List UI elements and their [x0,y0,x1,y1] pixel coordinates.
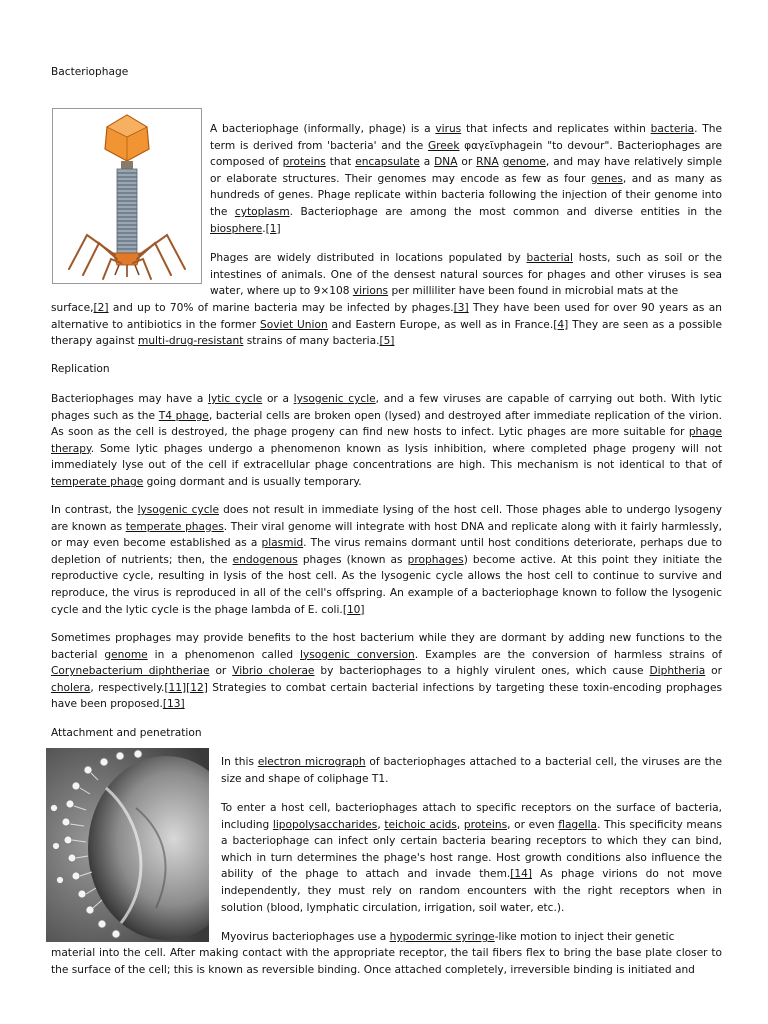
inline-link[interactable]: Soviet Union [260,318,328,331]
inline-link[interactable]: [3] [453,302,469,314]
inline-link[interactable]: genome [502,156,546,169]
intro-paragraph: A bacteriophage (informally, phage) is a virus that infects and replicates within bacteria. The term is derived from 'bacteria' and the Greek φαγεῖνphagein "to devour". Bacteriophages are composed of proteins that encapsulate a DNA or RNA genome, and may have relatively simple or elaborate structures. Their genomes may encode as few as four genes, and as many as hundreds of genes. Phage replicate within bacteria following the injection of their genome into the cytoplasm. Bacteriophage are among the most common and diverse entities in the biosphere.[1] [210,123,722,235]
inline-link[interactable]: Greek [427,139,460,152]
inline-link[interactable]: virus [435,123,462,135]
micrograph-figure [46,748,209,942]
attachment-paragraph: To enter a host cell, bacteriophages attach to specific receptors on the surface of bacteria, including lipopolysaccharides, teichoic acids, proteins, or even flagella. This specificity means a bacteriophage can infect only certain bacteria bearing receptors to which they can bind, which in turn determines the phage's host range. Host growth conditions also influence the ability of the phage to attach and invade them.[14] As phage virions do not move independently, they must rely on random encounters with the right receptors when in solution (blood, lymphatic circulation, irrigation, soil water, etc.). [221,802,722,914]
inline-link[interactable]: [10] [342,603,365,616]
inline-link[interactable]: cytoplasm [234,205,290,218]
inline-link[interactable]: [4] [553,318,569,331]
inline-link[interactable]: virions [352,285,389,298]
micrograph-caption-paragraph: In this electron micrograph of bacteriophages attached to a bacterial cell, the viruses are the size and shape of coliphage T1. [221,756,722,785]
inline-link[interactable]: bacterial [526,252,573,264]
inline-link[interactable]: multi-drug-resistant [138,335,244,348]
inline-link[interactable]: lipopolysaccharides [272,818,378,831]
inline-link[interactable]: [11] [164,681,187,694]
distribution-paragraph-continued: surface,[2] and up to 70% of marine bacteria may be infected by phages.[3] They have been used for over 90 years as an alternative to antibiotics in the former Soviet Union and Eastern Europe, as well as in France.[4] They are seen as a possible therapy against multi-drug-resistant strains of many bacteria.[5] [51,302,722,348]
inline-link[interactable]: biosphere [210,222,263,235]
inline-link[interactable]: temperate phages [125,520,224,533]
inline-link[interactable]: hypodermic syringe [389,931,495,943]
inline-link[interactable]: electron micrograph [257,756,366,768]
injection-paragraph-continued: material into the cell. After making contact with the appropriate receptor, the tail fibers flex to bring the base plate closer to the surface of the cell; this is known as reversible binding. Once attached completely, irreversible binding is initiated and [51,947,722,976]
inline-link[interactable]: lysogenic cycle [137,504,219,516]
inline-link[interactable]: [13] [162,698,185,711]
inline-link[interactable]: proteins [463,818,508,831]
inline-link[interactable]: [1] [265,222,281,235]
page-title: Bacteriophage [51,66,129,78]
section-heading-replication: Replication [51,363,110,375]
inline-link[interactable]: [12] [186,681,208,694]
inline-link[interactable]: genome [104,648,148,661]
inline-link[interactable]: encapsulate [355,156,420,169]
inline-link[interactable]: temperate phage [51,475,144,488]
inline-link[interactable]: [5] [379,335,395,348]
inline-link[interactable]: lysogenic conversion [300,648,415,661]
inline-link[interactable]: T4 phage [158,409,209,422]
phage-figure [52,108,202,284]
inline-link[interactable]: [14] [510,868,533,881]
section-heading-attachment: Attachment and penetration [51,727,202,739]
injection-paragraph: Myovirus bacteriophages use a hypodermic syringe-like motion to inject their genetic [221,931,675,943]
inline-link[interactable]: DNA [434,156,458,169]
inline-link[interactable]: Diphtheria [649,665,706,678]
inline-link[interactable]: proteins [282,156,326,169]
inline-link[interactable]: phage therapy [51,426,722,455]
inline-link[interactable]: prophages [407,553,464,566]
inline-link[interactable]: plasmid [261,537,304,550]
inline-link[interactable]: bacteria [650,123,695,135]
inline-link[interactable]: flagella [558,818,598,831]
inline-link[interactable]: [2] [93,302,109,314]
prophage-paragraph: Sometimes prophages may provide benefits to the host bacterium while they are dormant by adding new functions to the bacterial genome in a phenomenon called lysogenic conversion. Examples are the conversion of harmless strains of Corynebacterium diphtheriae or Vibrio cholerae by bacteriophages to a highly virulent ones, which cause Diphtheria or cholera, respectively.[11][12] Strategies to combat certain bacterial infections by targeting these toxin-encoding prophages have been proposed.[13] [51,632,722,711]
lysogenic-paragraph: In contrast, the lysogenic cycle does not result in immediate lysing of the host cell. Those phages able to undergo lysogeny are known as temperate phages. Their viral genome will integrate with host DNA and replicate along with it fairly harmlessly, or may even become established as a plasmid. The virus remains dormant until host conditions deteriorate, perhaps due to depletion of nutrients; then, the endogenous phages (known as prophages) become active. At this point they initiate the reproductive cycle, resulting in lysis of the host cell. As the lysogenic cycle allows the host cell to continue to survive and reproduce, the virus is reproduced in all of the cell's offspring. An example of a bacteriophage known to follow the lysogenic cycle and the lytic cycle is the phage lambda of E. coli.[10] [51,504,723,616]
inline-link[interactable]: Corynebacterium diphtheriae [51,665,210,678]
inline-link[interactable]: cholera [51,681,91,694]
inline-link[interactable]: RNA [476,156,499,169]
lytic-paragraph: Bacteriophages may have a lytic cycle or a lysogenic cycle, and a few viruses are capable of carrying out both. With lytic phages such as the T4 phage, bacterial cells are broken open (lysed) and destroyed after immediate replication of the virion. As soon as the cell is destroyed, the phage progeny can find new hosts to infect. Lytic phages are more suitable for phage therapy. Some lytic phages undergo a phenomenon known as lysis inhibition, where completed phage progeny will not immediately lyse out of the cell if extracellular phage concentrations are high. This mechanism is not identical to that of temperate phage going dormant and is usually temporary. [51,393,723,488]
inline-link[interactable]: genes [590,172,623,185]
distribution-paragraph: Phages are widely distributed in locations populated by bacterial hosts, such as soil or the intestines of animals. One of the densest natural sources for phages and other viruses is sea water, where up to 9×108 virions per milliliter have been found in microbial mats at the [210,252,722,298]
inline-link[interactable]: lysogenic cycle [293,393,376,405]
inline-link[interactable]: endogenous [232,553,298,566]
inline-link[interactable]: teichoic acids [384,818,457,831]
bacteriophage-diagram [53,109,201,283]
inline-link[interactable]: Vibrio cholerae [232,665,315,678]
electron-micrograph [46,748,209,942]
inline-link[interactable]: lytic cycle [208,393,263,405]
